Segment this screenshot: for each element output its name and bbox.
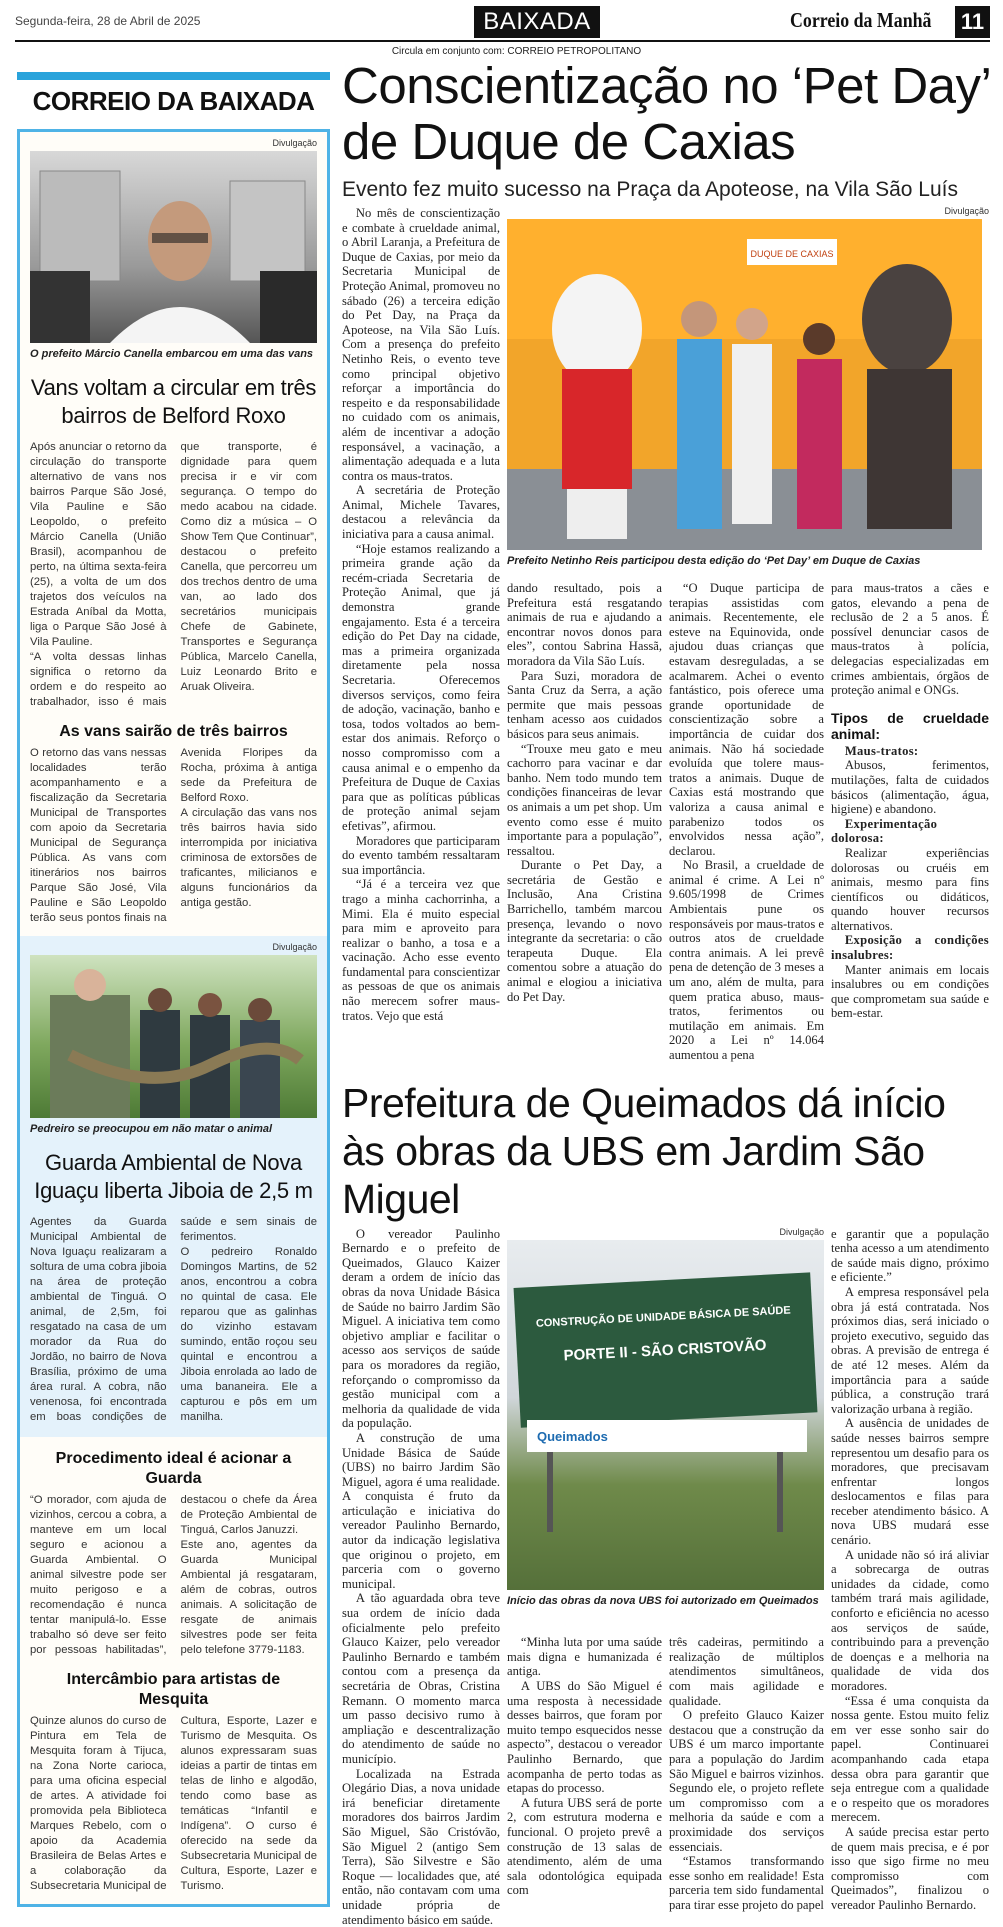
paragraph: A unidade não só irá aliviar a sobrecarga de outras unidades da cidade, como também trará mais agilidade, conforto e eficiência no acesso aos serviços de saúde, contribuindo para a prevenção de doenças e a melhoria na qualidade de vida dos moradores. bbox=[831, 1547, 989, 1693]
article-column-1 bbox=[342, 206, 500, 1063]
box-term: Maus-tratos: bbox=[844, 743, 919, 758]
banner-text: DUQUE DE CAXIAS bbox=[750, 249, 834, 259]
paragraph: A UBS do São Miguel é uma resposta à necessidade desses bairros, que foram por muito tempo esquecidos nesse aspecto”, destacou o vereador Paulinho Bernardo, que acompanha de perto todas as etapas do processo. bbox=[507, 1678, 662, 1796]
photo-credit: Divulgação bbox=[272, 138, 317, 148]
paragraph: “Trouxe meu gato e meu cachorro para vacinar e dar banho. Nem todo mundo tem condições financeiras de levar os animais a um pet shop. Um evento como esse é muito importante para a população”, ressaltou. bbox=[507, 741, 662, 858]
paragraph: Moradores que participaram do evento também ressaltaram sua importância. bbox=[342, 833, 500, 877]
story-subhead: Procedimento ideal é acionar a Guarda bbox=[55, 1450, 292, 1487]
story-subhead: As vans sairão de três bairros bbox=[59, 723, 288, 740]
paragraph: A tão aguardada obra teve sua ordem de início dada oficialmente pelo prefeito Glauco Kaizer, pelo vereador Paulinho Bernardo e também contou com a presença da secretária de Obras, Cristina Remann. O momento marca um passo decisivo rumo à ampliação e descentralização do atendimento de saúde no município. bbox=[342, 1591, 500, 1766]
article-column-3 bbox=[669, 581, 824, 1063]
paragraph: dando resultado, pois a Prefeitura está resgatando animais de rua e ajudando a encontrar novos donos para eles”, contou Sabrina Hassã, moradora da Vila São Luís. bbox=[507, 581, 662, 668]
article-headline: Conscientização no ‘Pet Day’ de Duque de Caxias bbox=[342, 57, 990, 170]
paragraph: para maus-tratos a cães e gatos, elevando a pena de reclusão de 2 a 5 anos. É possível denunciar casos de maus-tratos à polícia, delegacias especializadas em crimes ambientais, órgãos de proteção animal e ONGs. bbox=[831, 581, 989, 698]
sign-text: PORTE II - SÃO CRISTOVÃO bbox=[563, 1336, 767, 1365]
photo-snake-rescue bbox=[30, 955, 317, 1118]
sidebar-blue-section bbox=[20, 936, 327, 1437]
story-body bbox=[30, 746, 317, 926]
article-2-body bbox=[342, 1227, 990, 1927]
paragraph: “O morador, com ajuda de vizinhos, cercou a cobra, a manteve em um local seguro e acionou a Guarda Ambiental. O animal silvestre pode ser muito perigoso e a recomendação é nunca tentar manipulá-lo. Esse trabalho só deve ser feito por pessoas habilitadas”, destacou o chefe da Área de Proteção Ambiental de Tinguá, Carlos Januzzi. bbox=[30, 1494, 317, 1656]
paragraph: Durante o Pet Day, a secretária de Gestão e Inclusão, Ana Cristina Barrichello, também marcou presença, levando o novo integrante da secretaria: o cão terapeuta Duque. Ela comentou sobre a atuação do animal e elogiou a iniciativa do Pet Day. bbox=[507, 858, 662, 1004]
paragraph: Este ano, agentes da Guarda Municipal Ambiental já resgataram, além de cobras, outros animais. A solicitação de resgate de animais silvestres pode ser feita pelo telefone 3779-1183. bbox=[180, 1539, 317, 1656]
sidebar-accent-bar bbox=[17, 72, 330, 80]
article-subtitle: Evento fez muito sucesso na Praça da Apoteose, na Vila São Luís bbox=[342, 178, 959, 201]
article-column-3 bbox=[669, 1635, 824, 1927]
photo-credit: Divulgação bbox=[272, 942, 317, 952]
article-headline: Prefeitura de Queimados dá início às obras da UBS em Jardim São Miguel bbox=[342, 1079, 946, 1222]
paragraph: A empresa responsável pela obra já está contratada. Nos próximos dias, será iniciado o projeto executivo, seguido das obras. A previsão de entrega é de até 12 meses. Além da importância para a saúde pública, a construção trará valorização urbana à região. bbox=[831, 1284, 989, 1416]
photo-caption: O prefeito Márcio Canella embarcou em uma das vans bbox=[30, 348, 314, 360]
paragraph: “Minha luta por uma saúde mais digna e humanizada é antiga. bbox=[507, 1635, 662, 1679]
paragraph: No mês de conscientização e combate à crueldade animal, o Abril Laranja, a Prefeitura de Duque de Caxias, por meio da Secretaria Municipal de Proteção Animal, promoveu no sábado (26) a terceira edição do Pet Day, na Praça da Apoteose, na Vila São Luís. Com a presença do prefeito Netinho Reis, o evento teve como principal objetivo reforçar a importância do respeito e da responsabilidade no cuidado com os animais, além de incentivar a adoção responsável, a vacinação, a alimentação adequada e a luta contra os maus-tratos. bbox=[342, 206, 500, 483]
article-column-2 bbox=[507, 581, 662, 1063]
paragraph: “O Duque participa de terapias assistidas com animais. Recentemente, ele esteve na Equinovida, onde ajudou duas crianças que estavam desreguladas, a se acalmarem. Achei o evento fantástico, pois oferece uma grande oportunidade de conscientização sobre a importância de cuidar dos animais. Não há sociedade evoluída que tolere maus-tratos a animais. Duque de Caxias está mostrando que valoriza a causa animal e parabenizo todos os envolvidos nessa ação”, declarou. bbox=[669, 581, 824, 858]
paragraph: A saúde precisa estar perto de quem mais precisa, e é por isso que sigo firme no meu compromisso com Queimados”, finalizou o vereador Paulinho Bernardo. bbox=[831, 1824, 989, 1912]
paragraph: Para Suzi, moradora de Santa Cruz da Serra, a ação permite que mais pessoas tenham acesso aos cuidados básicos para seus animais. bbox=[507, 668, 662, 741]
sidebar bbox=[17, 72, 330, 1907]
photo-credit: Divulgação bbox=[944, 206, 989, 216]
paragraph: Após anunciar o retorno da circulação do transporte alternativo de vans nos bairros Parque São José, Vila Pauline e São Leopoldo, o prefeito Márcio Canella (União Brasil), acompanhou de perto, na última sexta-feira (25), a volta de um dos trajetos dos veículos na Estrada Aníbal da Motta, liga o Parque São José à Vila Pauline. bbox=[30, 441, 167, 648]
sign-text: CONSTRUÇÃO DE UNIDADE BÁSICA DE SAÚDE bbox=[535, 1304, 791, 1330]
photo-caption: Prefeito Netinho Reis participou desta edição do ‘Pet Day’ em Duque de Caxias bbox=[507, 555, 921, 567]
newspaper-brand: Correio da Manhã bbox=[790, 8, 932, 32]
photo-caption: Início das obras da nova UBS foi autorizado em Queimados bbox=[507, 1594, 819, 1607]
section-label: BAIXADA bbox=[474, 6, 600, 38]
paragraph: A ausência de unidades de saúde nesses bairros sempre representou um desafio para os moradores, que precisavam enfrentar longos deslocamentos e filas para receber atendimento básico. A nova UBS mudará esse cenário. bbox=[831, 1416, 989, 1548]
paragraph: “A volta dessas linhas significa o retorno da ordem e do respeito ao trabalhador, isso é mais que transporte, é dignidade para quem precisa ir e vir com segurança. O tempo do medo acabou na cidade. Como diz a música – O Show Tem Que Continuar”, destacou o prefeito Canella, que percorreu um dos trechos dentro de uma van, ao lado dos secretários municipais Chefe de Gabinete, Transportes e Segurança Pública, Marcelo Canella, Luiz Leonardo Brito e Aruak Oliveira. bbox=[30, 441, 317, 708]
article-column-4 bbox=[831, 581, 989, 1063]
photo-caption: Pedreiro se preocupou em não matar o animal bbox=[30, 1123, 273, 1135]
box-text: Manter animais em locais insalubres ou em condições que comprometam sua saúde e bem-estar. bbox=[831, 962, 989, 1021]
story-body bbox=[30, 1493, 317, 1658]
sidebar-title: CORREIO DA BAIXADA bbox=[32, 86, 315, 116]
paragraph: “Estamos transformando esse sonho em realidade! Esta parceria tem sido fundamental para tirar esse projeto do papel bbox=[669, 1854, 824, 1912]
paragraph: A secretária de Proteção Animal, Michele Tavares, destacou a relevância da iniciativa para a causa animal. bbox=[342, 483, 500, 542]
story-body bbox=[30, 1215, 317, 1425]
paragraph: O prefeito Glauco Kaizer destacou que a construção da UBS é um marco importante para a população do Jardim São Miguel e bairros vizinhos. Segundo ele, o projeto reflete um compromisso com a melhoria da saúde e com a proximidade dos serviços essenciais. bbox=[669, 1708, 824, 1854]
photo-mayor-in-van bbox=[30, 151, 317, 343]
box-text: Realizar experiências dolorosas ou cruéis em animais, mesmo para fins científicos ou didáticos, quando houver recursos alternativos. bbox=[831, 845, 989, 933]
paragraph: A futura UBS será de porte 2, com estrutura moderna e funcional. O projeto prevê a construção de 13 salas de atendimento, além de uma sala odontológica equipada com bbox=[507, 1795, 662, 1898]
paragraph: Localizada na Estrada Olegário Dias, a nova unidade irá beneficiar diretamente moradores dos bairros Jardim São Miguel, São Cristóvão, São Miguel 2 (antigo Sem Terra), São Silvestre e São Roque — localidades que, até então, não contavam com uma unidade própria de atendimento básico em saúde. bbox=[342, 1766, 500, 1927]
box-term: Experimentação dolorosa: bbox=[831, 816, 938, 846]
photo-pet-day bbox=[507, 219, 982, 550]
photo-credit: Divulgação bbox=[779, 1226, 824, 1237]
paragraph: Agentes da Guarda Municipal Ambiental de Nova Iguaçu realizaram a soltura de uma cobra jiboia na área de proteção ambiental de Tinguá. O animal, de 2,5m, foi resgatado na casa de um morador da Rua do Jordão, no bairro de Nova Brasília, próximo de uma área rural. A cobra, não venenosa, foi encontrada em boas condições de saúde e sem sinais de ferimentos. bbox=[30, 1216, 317, 1423]
box-title: Tipos de crueldade animal: bbox=[831, 709, 989, 742]
article-column-2 bbox=[507, 1635, 662, 1927]
header-rule bbox=[15, 40, 990, 42]
story-body bbox=[30, 440, 317, 710]
paragraph: O pedreiro Ronaldo Domingos Martins, de 52 anos, encontrou a cobra no quintal de casa. Ele reparou que as galinhas do vizinho estavam sumindo, então roçou seu quintal e encontrou a Jiboia enrolada ao lado de uma bananeira. Ele a capturou e pôs em um manilha. bbox=[180, 1246, 317, 1423]
article-column-1 bbox=[342, 1227, 500, 1927]
story-body bbox=[30, 1714, 317, 1894]
paragraph: “Já é a terceira vez que trago a minha cachorrinha, a Mimi. Ela é muito especial para mim e aproveito para realizar o banho, a tosa e a vacinação. Acho esse evento fundamental para conscientizar as pessoas de que os animais não merecem sofrer maus-tratos. Vejo que está bbox=[342, 877, 500, 1023]
paragraph: No Brasil, a crueldade de animal é crime. A Lei nº 9.605/1998 de Crimes Ambientais pune os responsáveis por maus-tratos e outros atos de crueldade contra animais. A lei prevê pena de detenção de 3 meses a um ano, além de multa, para quem pratica abuso, maus-tratos, ferimentos ou mutilação em animais. Em 2020 a Lei nº 14.064 aumentou a pena bbox=[669, 858, 824, 1062]
paragraph: três cadeiras, permitindo a realização de múltiplos atendimentos simultâneos, com mais agilidade e qualidade. bbox=[669, 1635, 824, 1708]
box-term: Exposição a condições insalubres: bbox=[831, 933, 989, 963]
paragraph: “Essa é uma conquista da nossa gente. Estou muito feliz em ver esse sonho sair do papel. Continuarei acompanhando cada etapa dessa obra para garantir que seja entregue com a qualidade e o respeito que os moradores merecem. bbox=[831, 1693, 989, 1825]
photo-block bbox=[507, 206, 989, 567]
main-area bbox=[342, 58, 990, 1927]
paragraph: A circulação das vans nos três bairros havia sido interrompida por iniciativa criminosa de extorsões de traficantes, milicianos e alguns funcionários da antiga gestão. bbox=[180, 807, 317, 909]
paragraph: e garantir que a população tenha acesso a um atendimento de saúde mais digno, próximo e eficiente.” bbox=[831, 1226, 989, 1285]
story-headline: Vans voltam a circular em três bairros de Belford Roxo bbox=[30, 375, 317, 428]
page-number: 11 bbox=[955, 6, 990, 38]
story-headline: Guarda Ambiental de Nova Iguaçu liberta Jiboia de 2,5 m bbox=[34, 1150, 313, 1203]
paragraph: O vereador Paulinho Bernardo e o prefeito de Queimados, Glauco Kaizer deram a ordem de início das obras da nova Unidade Básica de Saúde no bairro Jardim São Miguel. A iniciativa tem como objetivo ampliar e facilitar o acesso aos serviços de saúde para os moradores da região, reforçando o compromisso da gestão municipal com a melhoria da qualidade de vida da população. bbox=[342, 1226, 500, 1431]
photo-ubs-sign bbox=[507, 1240, 824, 1590]
sidebar-box bbox=[17, 129, 330, 1907]
article-1-body bbox=[342, 206, 990, 1063]
sign-logo: Queimados bbox=[537, 1428, 608, 1444]
circulation-note: Circula em conjunto com: CORREIO PETROPOLITANO bbox=[391, 46, 642, 57]
story-subhead: Intercâmbio para artistas de Mesquita bbox=[66, 1671, 281, 1708]
paragraph: O retorno das vans nessas localidades terão acompanhamento e a fiscalização da Secretaria Municipal de Transportes com apoio da Secretaria Municipal de Segurança Pública. As vans com itinerários nos bairros Parque São José, Vila Pauline e São Leopoldo terão seus pontos finais na Avenida Floripes da Rocha, próxima à antiga sede da Prefeitura de Belford Roxo. bbox=[30, 747, 317, 924]
photo-block bbox=[507, 1227, 824, 1622]
box-text: Abusos, ferimentos, mutilações, falta de cuidados básicos (alimentação, água, higiene) e abandono. bbox=[831, 758, 989, 817]
paragraph: A construção de uma Unidade Básica de Saúde (UBS) no bairro Jardim São Miguel, agora é uma realidade. A conquista é fruto da articulação e iniciativa do vereador Paulinho Bernardo, autor da indicação legislativa que originou o projeto, em parceria com o governo municipal. bbox=[342, 1430, 500, 1591]
article-column-4 bbox=[831, 1227, 989, 1927]
paragraph: Quinze alunos do curso de Pintura em Tela de Mesquita foram à Tijuca, na Zona Norte carioca, para uma oficina especial de artes. A atividade foi promovida pela Biblioteca Marques Rebelo, com o apoio da Academia Brasileira de Belas Artes e a colaboração da Subsecretaria Municipal de Cultura, Esporte, Lazer e Turismo de Mesquita. Os alunos expressaram suas ideias a partir de tintas em telas de linho e algodão, tendo como base as temáticas “Infantil e Indígena”. O curso é oferecido na sede da Subsecretaria Municipal de Cultura, Esporte, Lazer e Turismo. bbox=[30, 1715, 317, 1892]
issue-date: Segunda-feira, 28 de Abril de 2025 bbox=[15, 14, 201, 28]
paragraph: “Hoje estamos realizando a primeira grande ação da recém-criada Secretaria de Proteção Animal, que já demonstra grande engajamento. Esta é a terceira edição do Pet Day na cidade, mas a primeira organizada diretamente pela nossa Secretaria. Oferecemos diversos serviços, como feira de adoção, vacinação, banho e tosa, todos voltados ao bem-estar dos animais. Reforço o nosso compromisso com a causa animal e o empenho da Prefeitura de Duque de Caxias para que as políticas públicas de proteção animal sejam efetivas”, afirmou. bbox=[342, 541, 500, 833]
